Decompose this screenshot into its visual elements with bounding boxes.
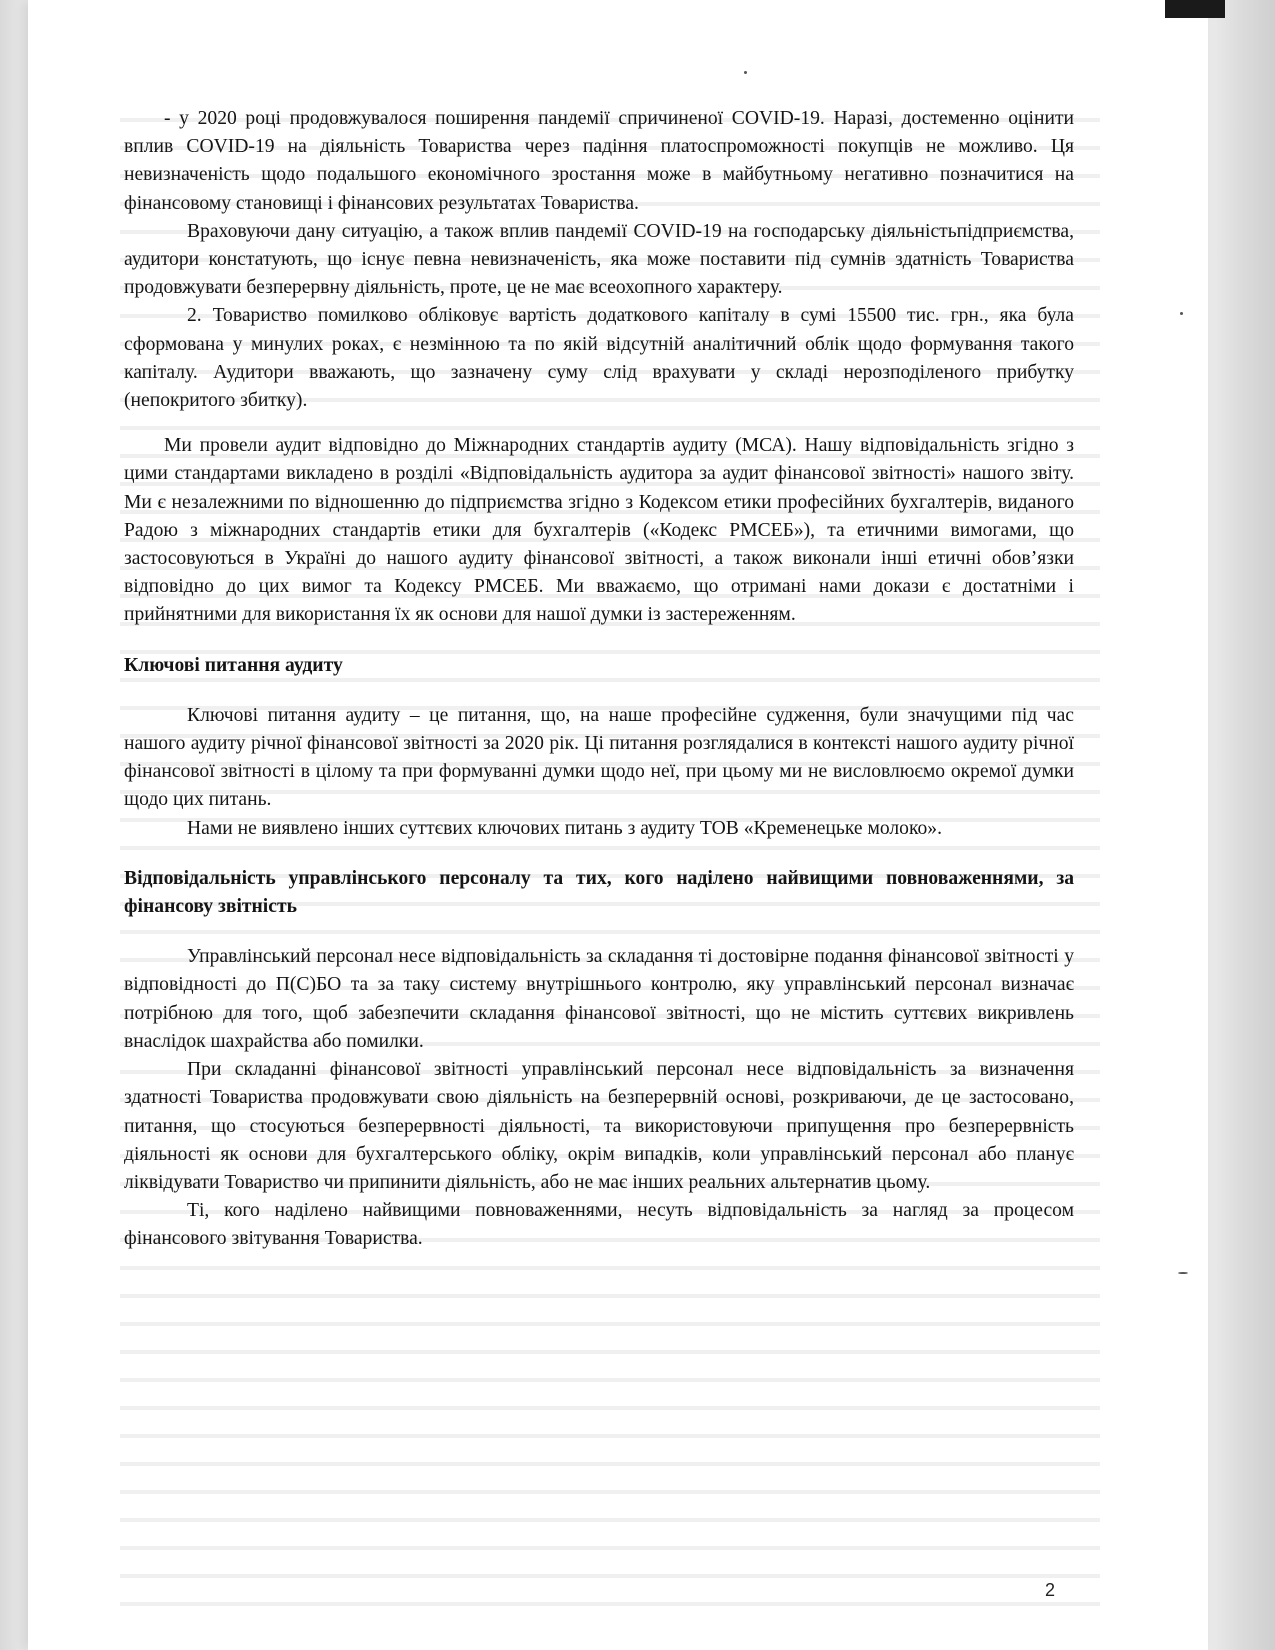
paragraph-uncertainty: Враховуючи дану ситуацію, а також вплив пандемії COVID-19 на господарську діяльністьпідприємства, аудитори констатують, що існує певна невизначеність, яка може поставити під сумнів здатність Товариства продовжувати безперервну діяльність, проте, це не має всеохопного характеру. (124, 220, 1074, 299)
scan-speck (1178, 1272, 1188, 1274)
document-body (124, 105, 1074, 1254)
scan-speck (744, 71, 747, 74)
paragraph-no-other-matters: Нами не виявлено інших суттєвих ключових питань з аудиту ТОВ «Кременецьке молоко». (187, 817, 942, 839)
heading-key-audit-matters: Ключові питання аудиту (124, 654, 343, 676)
scan-edge-artifact (1165, 0, 1225, 18)
heading-management-responsibility: Відповідальність управлінського персоналу та тих, кого наділено найвищими повноваженнями, за фінансову звітність (124, 867, 1074, 918)
paragraph-additional-capital: 2. Товариство помилково обліковує вартість додаткового капіталу в сумі 15500 тис. грн., яка була сформована у минулих роках, є незмінною та по якій відсутній аналітичний облік щодо формування такого капіталу. Аудитори вважають, що зазначену суму слід врахувати у складі нерозподіленого прибутку (непокритого збитку). (124, 305, 1074, 412)
paragraph-governance-oversight: Ті, кого наділено найвищими повноваженнями, несуть відповідальність за нагляд за процесом фінансового звітування Товариства. (124, 1200, 1074, 1250)
paragraph-audit-basis: Ми провели аудит відповідно до Міжнародних стандартів аудиту (МСА). Нашу відповідальність згідно з цими стандартами викладено в розділі «Відповідальність аудитора за аудит фінансової звітності» нашого звіту. Ми є незалежними по відношенню до підприємства згідно з Кодексом етики професійних бухгалтерів, виданого Радою з міжнародних стандартів етики для бухгалтерів («Кодекс РМСЕБ»), та етичними вимогами, що застосовуються в Україні до нашого аудиту фінансової звітності, а також виконали інші етичні обов’язки відповідно до цих вимог та Кодексу РМСЕБ. Ми вважаємо, що отримані нами докази є достатніми і прийнятними для використання їх як основи для нашої думки із застереженням. (124, 435, 1074, 626)
paragraph-going-concern: При складанні фінансової звітності управлінський персонал несе відповідальність за визначення здатності Товариства продовжувати свою діяльність на безперервній основі, розкриваючи, де це застосовано, питання, що стосуються безперервності діяльності, та використовуючи припущення про безперервність діяльності як основи для бухгалтерського обліку, окрім випадків, коли управлінський персонал або планує ліквідувати Товариство чи припинити діяльність, або не має інших реальних альтернатив цьому. (124, 1059, 1074, 1193)
paragraph-management-duties: Управлінський персонал несе відповідальність за складання ті достовірне подання фінансової звітності у відповідності до П(С)БО та за таку систему внутрішнього контролю, яку управлінський персонал визначає потрібною для того, щоб забезпечити складання фінансової звітності, що не містить суттєвих викривлень внаслідок шахрайства або помилки. (124, 946, 1074, 1052)
page-number: 2 (1045, 1580, 1056, 1600)
paragraph-covid-impact: - у 2020 році продовжувалося поширення пандемії спричиненої COVID-19. Наразі, достеменно оцінити вплив COVID-19 на діяльність Товариства через падіння платоспроможності покупців не можливо. Ця невизначеність щодо подальшого економічного зростання може в майбутньому негативно позначитися на фінансовому становищі і фінансових результатах Товариства. (124, 108, 1074, 214)
scan-speck (1180, 312, 1183, 315)
paragraph-key-matters-definition: Ключові питання аудиту – це питання, що, на наше професійне судження, були значущими під час нашого аудиту річної фінансової звітності за 2020 рік. Ці питання розглядалися в контексті нашого аудиту річної фінансової звітності в цілому та при формуванні думки щодо неї, при цьому ми не висловлюємо окремої думки щодо цих питань. (124, 704, 1074, 811)
